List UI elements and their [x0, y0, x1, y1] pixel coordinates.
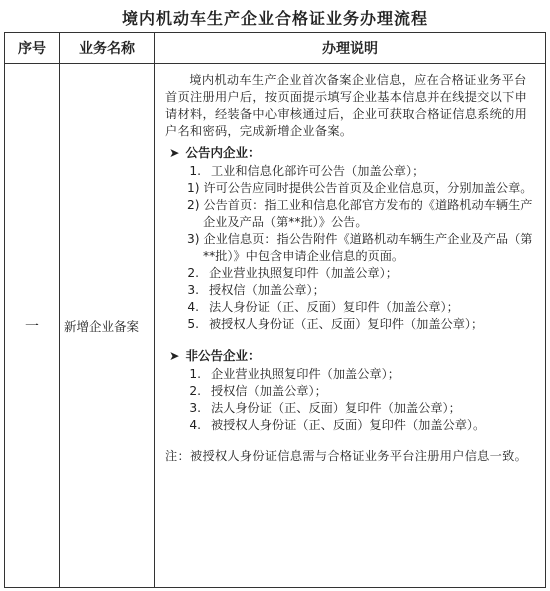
item-text: 工业和信息化部许可公告（加盖公章）； [211, 164, 425, 178]
list-item [165, 316, 537, 333]
process-table [4, 32, 546, 588]
list-item [181, 231, 537, 265]
public-section-heading [169, 144, 537, 161]
item-text: 法人身份证（正、反面）复印件（加盖公章）； [209, 300, 459, 314]
page-title: 境内机动车生产企业合格证业务办理流程 [121, 9, 428, 28]
item-text: 企业营业执照复印件（加盖公章）； [209, 266, 398, 280]
table-row [5, 64, 546, 588]
list-item [181, 180, 537, 197]
header-business-name: 业务名称 [60, 33, 155, 64]
item-number: 4. [187, 300, 199, 314]
list-item [165, 400, 537, 417]
item-text: 企业信息页：指公告附件《道路机动车辆生产企业及产品（第**批）》中包含申请企业信息的页面。 [203, 232, 533, 263]
table-header-row [5, 33, 546, 64]
list-item [165, 163, 537, 180]
item-number: 3) [187, 232, 200, 246]
arrow-bullet-icon: ➤ [169, 145, 180, 160]
item-number: 2. [187, 266, 199, 280]
list-item [165, 299, 537, 316]
item-number: 2. [189, 384, 201, 398]
item-text: 公告首页：指工业和信息化部官方发布的《道路机动车辆生产企业及产品（第**批）》公告。 [203, 198, 533, 229]
item-number: 3. [189, 401, 201, 415]
item-text: 授权信（加盖公章）； [211, 384, 327, 398]
item-text: 企业营业执照复印件（加盖公章）； [211, 367, 400, 381]
nonpublic-section-heading [169, 347, 537, 364]
public-items-list [165, 163, 537, 333]
item-text: 被授权人身份证（正、反面）复印件（加盖公章）； [209, 317, 484, 331]
arrow-bullet-icon: ➤ [169, 348, 180, 363]
item-number: 1. [189, 164, 201, 178]
header-instructions: 办理说明 [155, 33, 546, 64]
intro-paragraph: 境内机动车生产企业首次备案企业信息，应在合格证业务平台首页注册用户后，按页面提示填写企业基本信息并在线提交以下申请材料，经装备中心审核通过后，企业可获取合格证信息系统的用户名和密码，完成新增企业备案。 [165, 73, 528, 138]
item-text: 许可公告应同时提供公告首页及企业信息页，分别加盖公章。 [203, 181, 533, 195]
list-item [165, 383, 537, 400]
item-number: 2) [187, 198, 200, 212]
public-heading-text: 公告内企业： [185, 145, 261, 160]
nonpublic-items-list [165, 366, 537, 434]
item-number: 1. [189, 367, 201, 381]
row-business-name: 新增企业备案 [60, 64, 155, 588]
list-item [165, 265, 537, 282]
note-text: 注：被授权人身份证信息需与合格证业务平台注册用户信息一致。 [165, 449, 528, 463]
nonpublic-heading-text: 非公告企业： [185, 348, 261, 363]
item-number: 5. [187, 317, 199, 331]
row-index: 一 [5, 64, 60, 588]
item-number: 4. [189, 418, 201, 432]
item-text: 授权信（加盖公章）； [209, 283, 325, 297]
list-item [165, 417, 537, 434]
item-number: 3. [187, 283, 199, 297]
header-index: 序号 [5, 33, 60, 64]
list-item [181, 197, 537, 231]
list-item [165, 366, 537, 383]
item-text: 被授权人身份证（正、反面）复印件（加盖公章）。 [211, 418, 486, 432]
list-item [165, 282, 537, 299]
row-instructions [155, 64, 546, 588]
item-number: 1) [187, 181, 200, 195]
item-text: 法人身份证（正、反面）复印件（加盖公章）； [211, 401, 461, 415]
